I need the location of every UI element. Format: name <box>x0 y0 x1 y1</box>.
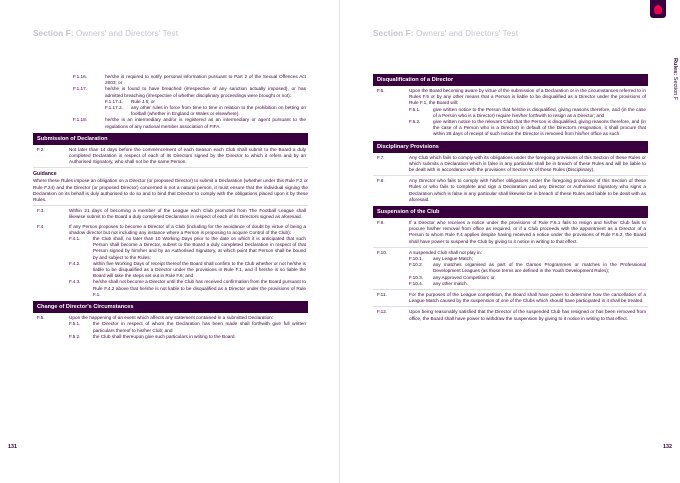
indent <box>373 262 409 274</box>
indent <box>33 105 105 117</box>
rule-text: For the purposes of the League competition, the Board shall have power to determine how the cancellation of a League Match caused by the suspension of one of the Clubs which should have participated in it shall be treated. <box>409 292 646 304</box>
rule-number: F.10. <box>377 249 388 255</box>
rule-number: F.4. <box>37 223 45 229</box>
right-header-bold: Section F: <box>373 29 414 38</box>
rule-text: any League Match; <box>433 256 473 262</box>
guidance-text: Where these Rules impose an obligation on a Director (or proposed Director) to submit a Declaration (whether under this Rule F.2 or Rule F.24) and the Director (or proposed Director) concerned is not a natural person, it must ensure that the individual signing the Declaration on its behalf is duly authorised to do so and to bind that Director to comply with the obligations placed upon it by these Rules. <box>33 178 308 203</box>
rule-f4-1 <box>33 236 308 261</box>
rule-text: Any Director who fails to comply with his/her obligations under the foregoing provisions of this Section of these Rules or who fails to complete and sign a Declaration and any Director or Authorised Signatory who signs a Declaration which is false in any particular shall likewise be in breach of these Rules and liable to be dealt with as aforesaid. <box>409 178 646 202</box>
rule-f6 <box>373 88 648 107</box>
rule-number: F.3. <box>37 208 45 214</box>
side-tab-bold: Rules: <box>672 58 678 76</box>
rule-f7 <box>373 155 648 174</box>
rule-number: F.4.1. <box>69 236 81 242</box>
rule-text: If a Director who receives a notice under the provisions of Rule F.6.1 fails to resign and his/her Club fails to procure his/her removal from office as required, or if a Club proceeds with the appointment as a Director of a Person to whom Rule F.4 applies despite having received a notice under the provisions of Rule F.6.2, the Board shall have power to suspend the Club by giving to it notice in writing to that effect. <box>409 220 646 244</box>
rule-number: F.5. <box>37 315 45 321</box>
indent <box>373 281 409 287</box>
rule-text: he/she is an intermediary and/or is registered as an intermediary or agent pursuant to the regulations of any national member association of FIFA. <box>105 117 306 129</box>
rule-number: F.1.17.2. <box>105 105 123 111</box>
rule-number: F.5.1. <box>69 321 81 327</box>
indent <box>33 236 69 261</box>
right-page <box>340 0 680 483</box>
rule-text: within five Working Days of receipt thereof the Board shall confirm to the Club whether or not he/she is liable to be disqualified as a Director under the provisions in Rule F.1, and if he/she is so liable the Board will take the steps set out in Rule F.6; and <box>93 260 306 279</box>
right-section-header <box>373 29 518 38</box>
rule-text: any other match. <box>433 280 468 286</box>
rule-number: F.10.2. <box>409 262 424 268</box>
rule-text: give written notice to the Person that he/she is disqualified, giving reasons therefore, and (in the case of a Person who is a Director) require him/her forthwith to resign as a Director; and <box>433 106 646 118</box>
guidance-title: Guidance <box>33 171 57 178</box>
rule-text: Upon the happening of an event which affects any statement contained in a submitted Declaration: <box>69 315 274 321</box>
rule-f4-3 <box>33 279 308 298</box>
indent <box>33 334 69 340</box>
rule-number: F.9. <box>377 220 385 226</box>
rule-f6-2 <box>373 119 648 138</box>
indent <box>373 119 409 138</box>
rule-text: Any Club which fails to comply with its obligations under the foregoing provisions of this Section of these Rules or which submits a Declaration which is false in any particular shall be in breach of these Rules and will be liable to be dealt with in accordance with the provisions of Section W of these Rules (Disciplinary). <box>409 154 646 173</box>
rule-text: Upon being reasonably satisfied that the Director of the suspended Club has resigned or has been removed from office, the Board shall have power to withdraw the suspension by giving to it notice in writing to that effect. <box>409 309 646 321</box>
rule-f1-18 <box>33 117 308 129</box>
rule-text: any other rules in force from time to time in relation to the prohibition on betting on football (whether in England or Wales or elsewhere). <box>131 105 306 117</box>
rule-number: F.1.17. <box>73 86 88 92</box>
rule-f1-17 <box>33 86 308 98</box>
rule-text: Not later than 14 days before the commencement of each Season each Club shall submit to the Board a duly completed Declaration in respect of each of its Directors signed by the Director to which it refers and by an Authorised Signatory, who shall not be the same Person. <box>69 146 306 165</box>
rule-number: F.6.2. <box>409 119 421 125</box>
rule-text: A suspended Club shall not play in: <box>409 249 482 255</box>
rule-f2 <box>33 147 308 166</box>
indent <box>33 321 69 333</box>
rule-text: he/she is required to notify personal information pursuant to Part 2 of the Sexual Offences Act 2003; or <box>105 74 306 86</box>
rule-text: any matches organised as part of the Games Programmes or matches in the Professional Development Leagues (as those terms are defined in the Youth Development Rules); <box>433 262 646 274</box>
rule-text: the Club shall thereupon give such particulars in writing to the Board. <box>93 333 236 339</box>
divider <box>373 289 648 290</box>
rule-f6-1 <box>373 107 648 119</box>
divider <box>373 175 648 176</box>
left-header-thin: Owners' and Directors' Test <box>75 29 179 38</box>
rule-f1-16 <box>33 74 308 86</box>
rule-text: he/she shall not become a Director until the Club has received confirmation from the Board pursuant to Rule F.4.2 above that he/she is not liable to be disqualified as a Director under the provisions of Rule F.1. <box>93 279 306 297</box>
divider <box>373 306 648 307</box>
rule-f1-17-2 <box>33 105 308 117</box>
rule-number: F.11. <box>377 292 387 298</box>
rule-number: F.10.1. <box>409 256 424 262</box>
rule-text: Within 21 days of becoming a member of the League each Club promoted from The Football League shall likewise submit to the Board a duly completed Declaration in respect of each of its Directors signed as aforesaid. <box>69 208 306 220</box>
submission-heading-bar: Submission of Declaration <box>33 133 308 145</box>
rule-number: F.4.3. <box>69 279 81 285</box>
rule-number: F.6.1. <box>409 106 421 112</box>
rule-text: any Approved Competition; or <box>433 274 495 280</box>
rule-number: F.4.2. <box>69 260 81 266</box>
rule-f9 <box>373 220 648 245</box>
side-tab-thin: Section F <box>672 76 678 101</box>
disqualification-heading-bar: Disqualification of a Director <box>373 74 648 86</box>
rule-f11 <box>373 292 648 304</box>
right-header-thin: Owners' and Directors' Test <box>415 29 519 38</box>
page-number-left: 131 <box>8 444 17 450</box>
rule-f10-2 <box>373 262 648 274</box>
lion-icon <box>654 5 662 14</box>
rule-number: F.12. <box>377 309 388 315</box>
page-number-right: 132 <box>663 444 672 450</box>
rule-number: F.2. <box>37 146 45 152</box>
rule-f3 <box>33 208 308 220</box>
rule-f5-1 <box>33 321 308 333</box>
rule-text: Rule J.6; or <box>131 98 155 104</box>
rule-number: F.7. <box>377 154 385 160</box>
rule-number: F.8. <box>377 178 385 184</box>
rule-f8 <box>373 178 648 203</box>
side-tab <box>672 58 678 100</box>
right-column <box>373 74 648 322</box>
rule-text: the Director in respect of whom the Declaration has been made shall forthwith give full written particulars thereof to his/her Club; and <box>93 321 306 333</box>
rule-text: give written notice to the relevant Club that the Person is disqualified, giving reasons therefore, and (in the case of a Person who is a Director) in default of the Director's resignation, it shall procure that within 28 days of receipt of such notice the Director is removed from his/her office as such. <box>433 119 646 137</box>
rule-text: Upon the Board becoming aware by virtue of the submission of a Declaration or in the circumstances referred to in Rules F.5 or by any other means that a Person is liable to be disqualified as a Director under the provisions of Rule F.1, the Board will: <box>409 88 646 106</box>
left-header-bold: Section F: <box>33 29 74 38</box>
rule-number: F.5.2. <box>69 333 81 339</box>
rule-text: If any Person proposes to become a Director of a Club (including for the avoidance of doubt by virtue of being a shadow director but not including any instance where a Person is proposing to acquire Control of the Club): <box>69 223 306 235</box>
rule-f5-2 <box>33 334 308 340</box>
divider <box>33 167 308 168</box>
rule-f4 <box>33 224 308 236</box>
rule-number: F.10.4. <box>409 280 424 286</box>
indent <box>33 261 69 280</box>
indent <box>373 107 409 119</box>
league-logo <box>650 0 666 18</box>
suspension-heading-bar: Suspension of the Club <box>373 206 648 218</box>
rule-f10-4 <box>373 281 648 287</box>
change-heading-bar: Change of Director's Circumstances <box>33 301 308 313</box>
rule-number: F.10.3. <box>409 274 424 280</box>
disciplinary-heading-bar: Disciplinary Provisions <box>373 141 648 153</box>
rule-number: F.1.17.1. <box>105 98 123 104</box>
divider <box>373 247 648 248</box>
rule-f4-2 <box>33 261 308 280</box>
rule-text: he/she is found to have breached (irrespective of any sanction actually imposed), or has admitted breaching (irrespective of whether disciplinary proceedings were brought or not): <box>105 86 306 98</box>
rule-text: the Club shall, no later than 10 Working Days prior to the date on which it is anticipated that such Person shall become a Director, submit to the Board a duly completed Declaration in respect of that Person signed by him/her and by an Authorised Signatory, at which point that Person shall be bound by and subject to the Rules; <box>93 236 306 260</box>
rule-f12 <box>373 309 648 321</box>
rule-number: F.1.16. <box>73 74 88 79</box>
indent <box>33 279 69 298</box>
rule-number: F.1.18. <box>73 117 88 123</box>
left-section-header <box>33 29 178 38</box>
left-column <box>33 74 308 340</box>
rule-number: F.6. <box>377 88 385 93</box>
divider <box>33 205 308 206</box>
